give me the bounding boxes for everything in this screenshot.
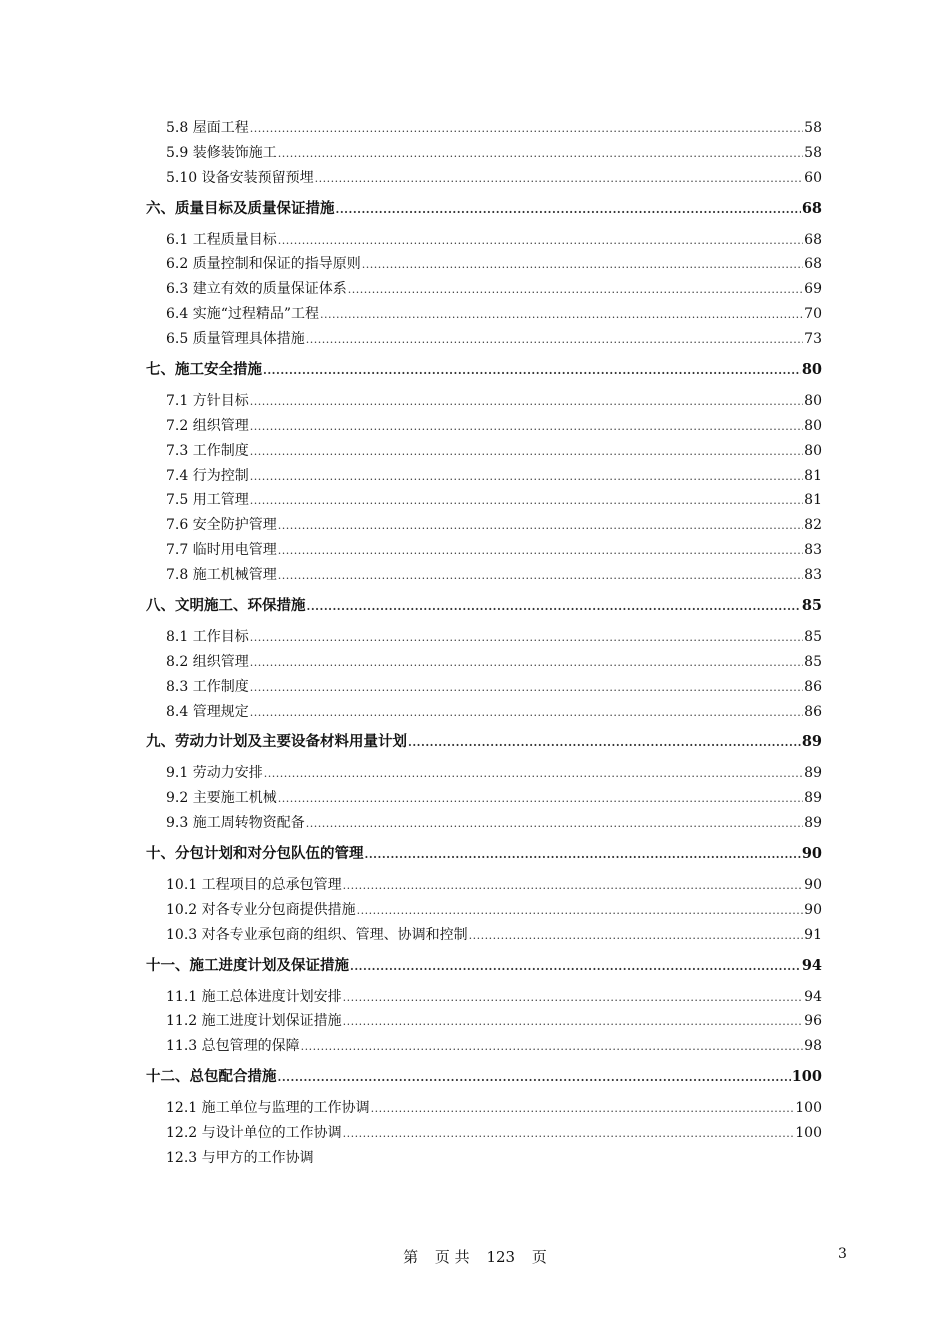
toc-entry-label: 11.1 施工总体进度计划安排 xyxy=(166,988,342,1005)
toc-entry-page: 94 xyxy=(801,956,822,974)
toc-entry-page: 86 xyxy=(804,678,822,695)
toc-entry-page: 83 xyxy=(804,542,822,559)
toc-leader-dots xyxy=(278,228,803,254)
toc-entry-page: 91 xyxy=(804,926,822,943)
toc-entry-label: 6.5 质量管理具体措施 xyxy=(166,331,305,348)
toc-entry-page: 81 xyxy=(804,467,822,484)
toc-leader-dots xyxy=(278,1065,791,1091)
footer-suffix: 页 xyxy=(531,1248,547,1266)
toc-leader-dots xyxy=(362,252,803,278)
toc-leader-dots xyxy=(250,625,803,651)
toc-leader-dots xyxy=(250,389,803,415)
toc-section-entry[interactable] xyxy=(146,675,822,700)
toc-entry-label: 12.1 施工单位与监理的工作协调 xyxy=(166,1100,370,1117)
toc-entry-page: 89 xyxy=(804,815,822,832)
toc-section-entry[interactable] xyxy=(146,488,822,513)
toc-entry-label: 十、分包计划和对分包队伍的管理 xyxy=(146,845,364,863)
toc-section-entry[interactable] xyxy=(146,985,822,1010)
toc-chapter-entry[interactable] xyxy=(146,1065,822,1090)
toc-entry-page: 85 xyxy=(804,628,822,645)
toc-section-entry[interactable] xyxy=(146,327,822,352)
toc-entry-page: 68 xyxy=(804,256,822,273)
toc-section-entry[interactable] xyxy=(146,786,822,811)
toc-entry-label: 八、文明施工、环保措施 xyxy=(146,597,306,615)
toc-leader-dots xyxy=(263,358,801,384)
toc-entry-label: 6.1 工程质量目标 xyxy=(166,231,277,248)
toc-entry-label: 7.2 组织管理 xyxy=(166,417,249,434)
toc-section-entry[interactable] xyxy=(146,1096,822,1121)
toc-entry-label: 5.9 装修装饰施工 xyxy=(166,144,277,161)
toc-entry-label: 7.6 安全防护管理 xyxy=(166,517,277,534)
toc-leader-dots xyxy=(343,1121,795,1147)
toc-leader-dots xyxy=(250,650,803,676)
toc-entry-label: 7.7 临时用电管理 xyxy=(166,542,277,559)
toc-entry-page: 89 xyxy=(804,765,822,782)
toc-entry-page: 80 xyxy=(804,392,822,409)
toc-entry-page: 60 xyxy=(804,169,822,186)
toc-leader-dots xyxy=(301,1034,804,1060)
toc-section-entry[interactable] xyxy=(146,513,822,538)
toc-leader-dots xyxy=(250,488,803,514)
toc-leader-dots xyxy=(250,116,803,142)
toc-entry-page: 70 xyxy=(804,306,822,323)
toc-section-entry[interactable] xyxy=(146,1146,822,1171)
toc-entry-page: 69 xyxy=(804,281,822,298)
toc-entry-label: 10.1 工程项目的总承包管理 xyxy=(166,876,342,893)
toc-leader-dots xyxy=(278,538,803,564)
toc-section-entry[interactable] xyxy=(146,538,822,563)
toc-leader-dots xyxy=(343,985,804,1011)
toc-entry-page: 85 xyxy=(801,597,822,615)
toc-entry-label: 7.5 用工管理 xyxy=(166,492,249,509)
toc-section-entry[interactable] xyxy=(146,811,822,836)
toc-leader-dots xyxy=(357,898,804,924)
toc-entry-label: 7.1 方针目标 xyxy=(166,392,249,409)
toc-entry-page: 89 xyxy=(804,790,822,807)
toc-section-entry[interactable] xyxy=(146,1034,822,1059)
toc-section-entry[interactable] xyxy=(146,873,822,898)
toc-leader-dots xyxy=(315,166,804,192)
toc-entry-page: 100 xyxy=(791,1068,822,1086)
toc-leader-dots xyxy=(250,464,803,490)
toc-leader-dots xyxy=(343,873,804,899)
toc-entry-label: 12.2 与设计单位的工作协调 xyxy=(166,1124,342,1141)
toc-entry-label: 十二、总包配合措施 xyxy=(146,1068,277,1086)
toc-section-entry[interactable] xyxy=(146,166,822,191)
toc-leader-dots xyxy=(278,563,803,589)
toc-leader-dots xyxy=(336,197,801,223)
toc-entry-label: 十一、施工进度计划及保证措施 xyxy=(146,956,349,974)
toc-entry-label: 8.2 组织管理 xyxy=(166,653,249,670)
toc-leader-dots xyxy=(469,923,804,949)
toc-entry-label: 5.10 设备安装预留预埋 xyxy=(166,169,314,186)
toc-entry-label: 六、质量目标及质量保证措施 xyxy=(146,199,335,217)
toc-entry-label: 九、劳动力计划及主要设备材料用量计划 xyxy=(146,733,407,751)
toc-entry-page: 80 xyxy=(801,361,822,379)
toc-section-entry[interactable] xyxy=(146,389,822,414)
toc-section-entry[interactable] xyxy=(146,302,822,327)
toc-entry-label: 11.2 施工进度计划保证措施 xyxy=(166,1013,342,1030)
toc-leader-dots xyxy=(348,277,803,303)
toc-leader-dots xyxy=(278,786,803,812)
page-number: 3 xyxy=(838,1246,847,1262)
toc-section-entry[interactable] xyxy=(146,923,822,948)
toc-entry-label: 5.8 屋面工程 xyxy=(166,120,249,136)
toc-leader-dots xyxy=(408,730,801,756)
toc-section-entry[interactable] xyxy=(146,625,822,650)
toc-entry-label: 6.2 质量控制和保证的指导原则 xyxy=(166,256,361,273)
toc-entry-label: 9.3 施工周转物资配备 xyxy=(166,815,305,832)
toc-section-entry[interactable] xyxy=(146,439,822,464)
toc-entry-page: 86 xyxy=(804,703,822,720)
toc-leader-dots xyxy=(371,1096,795,1122)
toc-entry-label: 10.3 对各专业承包商的组织、管理、协调和控制 xyxy=(166,926,468,943)
toc-entry-label: 8.1 工作目标 xyxy=(166,628,249,645)
toc-entry-label: 11.3 总包管理的保障 xyxy=(166,1038,300,1055)
toc-leader-dots xyxy=(278,513,803,539)
toc-leader-dots xyxy=(264,761,803,787)
toc-entry-page: 83 xyxy=(804,567,822,584)
toc-entry-page: 58 xyxy=(804,144,822,161)
toc-entry-page: 80 xyxy=(804,442,822,459)
toc-section-entry[interactable] xyxy=(146,1009,822,1034)
toc-entry-page: 68 xyxy=(804,231,822,248)
footer-middle: 页 共 xyxy=(434,1248,470,1266)
toc-entry-page: 100 xyxy=(795,1100,822,1117)
toc-entry-page: 96 xyxy=(804,1013,822,1030)
footer-prefix: 第 xyxy=(403,1248,419,1266)
toc-section-entry[interactable] xyxy=(146,228,822,253)
toc-section-entry[interactable] xyxy=(146,277,822,302)
toc-entry-label: 8.4 管理规定 xyxy=(166,703,249,720)
toc-section-entry[interactable] xyxy=(146,898,822,923)
toc-entry-label: 10.2 对各专业分包商提供措施 xyxy=(166,901,356,918)
toc-entry-label: 7.3 工作制度 xyxy=(166,442,249,459)
toc-entry-page: 98 xyxy=(804,1038,822,1055)
toc-leader-dots xyxy=(278,141,803,167)
toc-entry-page: 90 xyxy=(804,876,822,893)
toc-section-entry[interactable] xyxy=(146,464,822,489)
toc-leader-dots xyxy=(307,594,801,620)
toc-leader-dots xyxy=(250,414,803,440)
toc-entry-page: 90 xyxy=(804,901,822,918)
toc-entry-label: 9.2 主要施工机械 xyxy=(166,790,277,807)
toc-entry-page: 73 xyxy=(804,331,822,348)
toc-chapter-entry[interactable] xyxy=(146,730,822,755)
toc-chapter-entry[interactable] xyxy=(146,954,822,979)
toc-entry-label: 9.1 劳动力安排 xyxy=(166,765,263,782)
toc-section-entry[interactable] xyxy=(146,650,822,675)
toc-entry-page: 82 xyxy=(804,517,822,534)
toc-entry-page: 90 xyxy=(801,845,822,863)
toc-entry-label: 七、施工安全措施 xyxy=(146,361,262,379)
toc-leader-dots xyxy=(250,675,803,701)
toc-section-entry[interactable] xyxy=(146,141,822,166)
toc-leader-dots xyxy=(343,1009,804,1035)
toc-entry-page: 80 xyxy=(804,417,822,434)
toc-chapter-entry[interactable] xyxy=(146,197,822,222)
toc-entry-page: 89 xyxy=(801,733,822,751)
toc-entry-page: 81 xyxy=(804,492,822,509)
toc-entry-label: 6.3 建立有效的质量保证体系 xyxy=(166,281,347,298)
toc-leader-dots xyxy=(250,700,803,726)
toc-entry-label: 7.8 施工机械管理 xyxy=(166,567,277,584)
toc-chapter-entry[interactable] xyxy=(146,594,822,619)
toc-leader-dots xyxy=(365,842,801,868)
toc-entry-label: 8.3 工作制度 xyxy=(166,678,249,695)
toc-entry-label: 12.3 与甲方的工作协调 xyxy=(166,1149,314,1166)
toc-section-entry[interactable] xyxy=(146,116,822,141)
page-footer xyxy=(0,1246,950,1267)
toc-chapter-entry[interactable] xyxy=(146,842,822,867)
toc-entry-page: 58 xyxy=(804,120,822,136)
toc-section-entry[interactable] xyxy=(146,1121,822,1146)
toc-section-entry[interactable] xyxy=(146,414,822,439)
toc-leader-dots xyxy=(350,954,801,980)
toc-entry-label: 6.4 实施“过程精品”工程 xyxy=(166,306,320,323)
toc-entry-page: 94 xyxy=(804,988,822,1005)
toc-chapter-entry[interactable] xyxy=(146,358,822,383)
toc-leader-dots xyxy=(250,439,803,465)
toc-leader-dots xyxy=(306,811,803,837)
toc-entry-page: 100 xyxy=(795,1124,822,1141)
toc-entry-label: 7.4 行为控制 xyxy=(166,467,249,484)
toc-leader-dots xyxy=(306,327,803,353)
toc-entry-page: 85 xyxy=(804,653,822,670)
toc-leader-dots xyxy=(320,302,803,328)
toc-section-entry[interactable] xyxy=(146,761,822,786)
toc-section-entry[interactable] xyxy=(146,700,822,725)
table-of-contents xyxy=(146,116,822,1171)
toc-entry-page: 68 xyxy=(801,199,822,217)
footer-total-pages: 123 xyxy=(486,1248,516,1266)
toc-section-entry[interactable] xyxy=(146,252,822,277)
toc-section-entry[interactable] xyxy=(146,563,822,588)
